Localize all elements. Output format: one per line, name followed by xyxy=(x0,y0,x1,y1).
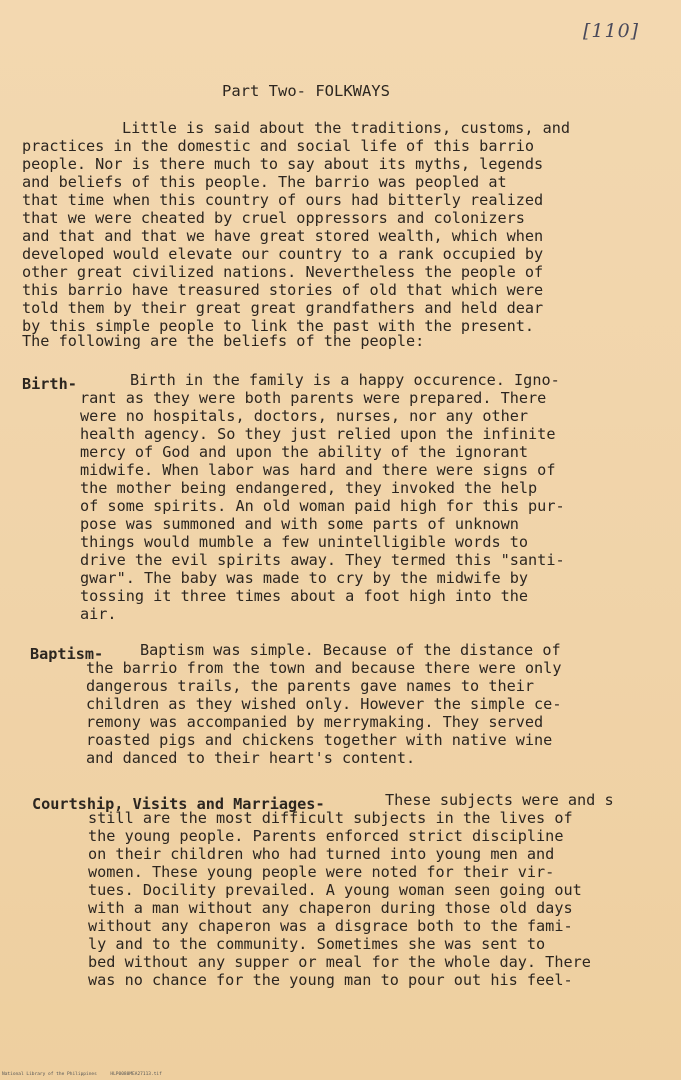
birth-line: gwar". The baby was made to cry by the midwife by xyxy=(80,569,529,587)
intro-line: and beliefs of this people. The barrio was peopled at xyxy=(22,173,507,191)
birth-line: drive the evil spirits away. They termed this "santi- xyxy=(80,551,565,569)
birth-line: the mother being endangered, they invoked the help xyxy=(80,479,538,497)
baptism-line: Baptism was simple. Because of the distance of xyxy=(140,641,561,659)
birth-line: were no hospitals, doctors, nurses, nor any other xyxy=(80,407,529,425)
birth-line: midwife. When labor was hard and there were signs of xyxy=(80,461,556,479)
birth-line: mercy of God and upon the ability of the ignorant xyxy=(80,443,529,461)
intro-line: people. Nor is there much to say about its myths, legends xyxy=(22,155,544,173)
baptism-line: the barrio from the town and because there were only xyxy=(86,659,562,677)
courtship-line: ly and to the community. Sometimes she was sent to xyxy=(88,935,546,953)
courtship-line: on their children who had turned into young men and xyxy=(88,845,555,863)
courtship-line: women. These young people were noted for their vir- xyxy=(88,863,555,881)
baptism-line: remony was accompanied by merrymaking. They served xyxy=(86,713,544,731)
baptism-line: dangerous trails, the parents gave names to their xyxy=(86,677,535,695)
baptism-line: and danced to their heart's content. xyxy=(86,749,416,767)
baptism-heading: Baptism- xyxy=(30,645,104,663)
birth-heading: Birth- xyxy=(22,375,77,393)
birth-line: air. xyxy=(80,605,117,623)
intro-line: practices in the domestic and social life of this barrio xyxy=(22,137,535,155)
intro-line: Little is said about the traditions, customs, and xyxy=(122,119,571,137)
courtship-line: the young people. Parents enforced strict discipline xyxy=(88,827,564,845)
birth-line: health agency. So they just relied upon the infinite xyxy=(80,425,556,443)
archive-footer: National Library of the Philippines HLP0080MEA27113.tif xyxy=(2,1072,162,1077)
birth-line: things would mumble a few unintelligible words to xyxy=(80,533,529,551)
courtship-line: tues. Docility prevailed. A young woman seen going out xyxy=(88,881,582,899)
intro-line: The following are the beliefs of the people: xyxy=(22,332,425,350)
courtship-line: with a man without any chaperon during those old days xyxy=(88,899,573,917)
intro-line: that we were cheated by cruel oppressors and colonizers xyxy=(22,209,525,227)
page-title: Part Two- FOLKWAYS xyxy=(222,82,390,100)
birth-line: of some spirits. An old woman paid high for this pur- xyxy=(80,497,565,515)
birth-line: tossing it three times about a foot high into the xyxy=(80,587,529,605)
courtship-line: bed without any supper or meal for the whole day. There xyxy=(88,953,591,971)
intro-line: other great civilized nations. Nevertheless the people of xyxy=(22,263,544,281)
intro-line: that time when this country of ours had bitterly realized xyxy=(22,191,544,209)
birth-line: rant as they were both parents were prepared. There xyxy=(80,389,547,407)
birth-line: Birth in the family is a happy occurence. Igno- xyxy=(130,371,560,389)
courtship-heading: Courtship, Visits and Marriages- xyxy=(32,795,325,813)
baptism-line: roasted pigs and chickens together with native wine xyxy=(86,731,553,749)
courtship-line: still are the most difficult subjects in the lives of xyxy=(88,809,573,827)
courtship-line: without any chaperon was a disgrace both to the fami- xyxy=(88,917,573,935)
baptism-line: children as they wished only. However the simple ce- xyxy=(86,695,562,713)
intro-line: by this simple people to link the past with the present. xyxy=(22,317,535,335)
page-number: [110] xyxy=(583,20,640,42)
birth-line: pose was summoned and with some parts of unknown xyxy=(80,515,519,533)
intro-line: this barrio have treasured stories of old that which were xyxy=(22,281,544,299)
intro-line: and that and that we have great stored wealth, which when xyxy=(22,227,544,245)
intro-line: told them by their great great grandfathers and held dear xyxy=(22,299,544,317)
intro-line: developed would elevate our country to a rank occupied by xyxy=(22,245,544,263)
courtship-line: These subjects were and s xyxy=(385,791,614,809)
courtship-line: was no chance for the young man to pour out his feel- xyxy=(88,971,573,989)
